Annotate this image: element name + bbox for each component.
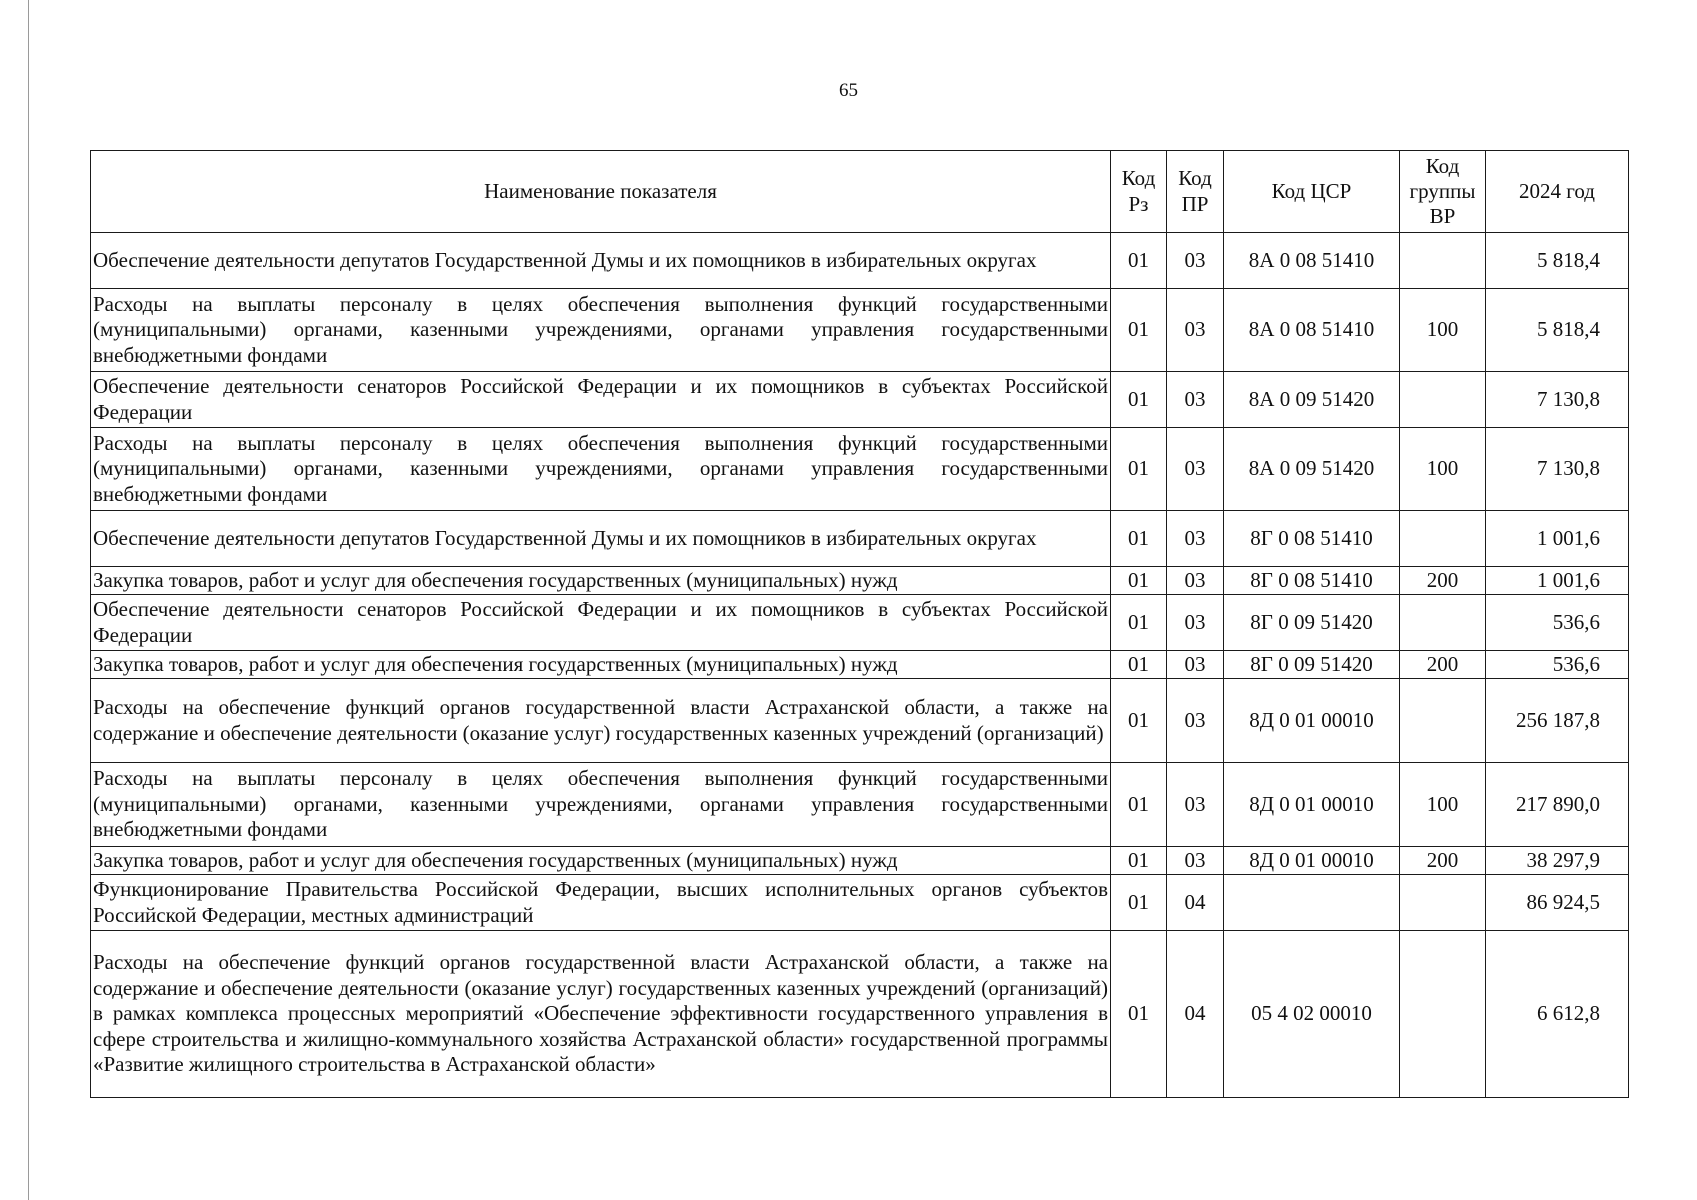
- row-name: Закупка товаров, работ и услуг для обеспечения государственных (муниципальных) нужд: [91, 567, 1111, 595]
- row-csr: 8Г 0 08 51410: [1224, 511, 1400, 567]
- row-vr: 100: [1400, 428, 1486, 511]
- budget-table: [90, 150, 1629, 1098]
- row-rz: 01: [1111, 595, 1167, 651]
- row-pr: 04: [1167, 875, 1224, 931]
- row-pr: 03: [1167, 428, 1224, 511]
- row-csr: 8Г 0 09 51420: [1224, 651, 1400, 679]
- row-amount: 38 297,9: [1486, 847, 1629, 875]
- row-pr: 03: [1167, 233, 1224, 289]
- row-name: Закупка товаров, работ и услуг для обеспечения государственных (муниципальных) нужд: [91, 847, 1111, 875]
- row-amount: 536,6: [1486, 651, 1629, 679]
- page-number: 65: [839, 80, 858, 101]
- row-pr: 03: [1167, 567, 1224, 595]
- table-header-row: [91, 151, 1629, 233]
- page-margin-line: [28, 0, 29, 1200]
- row-amount: 1 001,6: [1486, 567, 1629, 595]
- row-pr: 03: [1167, 679, 1224, 763]
- row-pr: 03: [1167, 847, 1224, 875]
- row-vr: 200: [1400, 847, 1486, 875]
- row-amount: 536,6: [1486, 595, 1629, 651]
- row-rz: 01: [1111, 847, 1167, 875]
- row-name: Расходы на обеспечение функций органов государственной власти Астраханской области, а также на содержание и обеспечение деятельности (оказание услуг) государственных казенных учреждений (организаций): [91, 679, 1111, 763]
- row-csr: 8Д 0 01 00010: [1224, 679, 1400, 763]
- row-amount: 7 130,8: [1486, 372, 1629, 428]
- table-row: [91, 289, 1629, 372]
- row-pr: 03: [1167, 372, 1224, 428]
- row-vr: 200: [1400, 651, 1486, 679]
- row-name: Обеспечение деятельности депутатов Государственной Думы и их помощников в избирательных округах: [91, 511, 1111, 567]
- header-name: Наименование показателя: [91, 151, 1111, 233]
- row-csr: 05 4 02 00010: [1224, 931, 1400, 1098]
- row-pr: 03: [1167, 289, 1224, 372]
- row-amount: 5 818,4: [1486, 233, 1629, 289]
- table-row: [91, 428, 1629, 511]
- row-pr: 03: [1167, 595, 1224, 651]
- header-vr: Код группы ВР: [1400, 151, 1486, 233]
- row-name: Обеспечение деятельности сенаторов Российской Федерации и их помощников в субъектах Российской Федерации: [91, 372, 1111, 428]
- table-row: [91, 847, 1629, 875]
- row-vr: [1400, 372, 1486, 428]
- row-name: Функционирование Правительства Российской Федерации, высших исполнительных органов субъектов Российской Федерации, местных администраций: [91, 875, 1111, 931]
- row-csr: 8Г 0 08 51410: [1224, 567, 1400, 595]
- row-name: Закупка товаров, работ и услуг для обеспечения государственных (муниципальных) нужд: [91, 651, 1111, 679]
- row-rz: 01: [1111, 679, 1167, 763]
- row-vr: [1400, 875, 1486, 931]
- row-rz: 01: [1111, 372, 1167, 428]
- row-amount: 217 890,0: [1486, 763, 1629, 847]
- row-csr: 8А 0 09 51420: [1224, 428, 1400, 511]
- row-name: Расходы на обеспечение функций органов государственной власти Астраханской области, а также на содержание и обеспечение деятельности (оказание услуг) государственных казенных учреждений (организаций) в рамках комплекса процессных мероприятий «Обеспечение эффективности государственного управления в сфере строительства и жилищно-коммунального хозяйства Астраханской области» государственной программы «Развитие жилищного строительства в Астраханской области»: [91, 931, 1111, 1098]
- row-amount: 256 187,8: [1486, 679, 1629, 763]
- row-rz: 01: [1111, 289, 1167, 372]
- row-vr: [1400, 679, 1486, 763]
- row-csr: 8А 0 09 51420: [1224, 372, 1400, 428]
- row-pr: 03: [1167, 651, 1224, 679]
- table-row: [91, 651, 1629, 679]
- table-row: [91, 875, 1629, 931]
- row-vr: [1400, 595, 1486, 651]
- table-row: [91, 233, 1629, 289]
- row-csr: 8А 0 08 51410: [1224, 233, 1400, 289]
- row-pr: 04: [1167, 931, 1224, 1098]
- row-rz: 01: [1111, 651, 1167, 679]
- row-name: Обеспечение деятельности сенаторов Российской Федерации и их помощников в субъектах Российской Федерации: [91, 595, 1111, 651]
- row-name: Расходы на выплаты персоналу в целях обеспечения выполнения функций государственными (муниципальными) органами, казенными учреждениями, органами управления государственными внебюджетными фондами: [91, 289, 1111, 372]
- table-row: [91, 679, 1629, 763]
- row-pr: 03: [1167, 763, 1224, 847]
- row-name: Расходы на выплаты персоналу в целях обеспечения выполнения функций государственными (муниципальными) органами, казенными учреждениями, органами управления государственными внебюджетными фондами: [91, 763, 1111, 847]
- row-csr: 8Д 0 01 00010: [1224, 763, 1400, 847]
- row-rz: 01: [1111, 233, 1167, 289]
- row-amount: 5 818,4: [1486, 289, 1629, 372]
- row-pr: 03: [1167, 511, 1224, 567]
- header-rz: Код Рз: [1111, 151, 1167, 233]
- row-amount: 1 001,6: [1486, 511, 1629, 567]
- row-csr: [1224, 875, 1400, 931]
- table-row: [91, 931, 1629, 1098]
- table-row: [91, 567, 1629, 595]
- row-rz: 01: [1111, 763, 1167, 847]
- row-csr: 8Г 0 09 51420: [1224, 595, 1400, 651]
- row-amount: 7 130,8: [1486, 428, 1629, 511]
- row-amount: 86 924,5: [1486, 875, 1629, 931]
- row-rz: 01: [1111, 875, 1167, 931]
- header-year: 2024 год: [1486, 151, 1629, 233]
- row-name: Расходы на выплаты персоналу в целях обеспечения выполнения функций государственными (муниципальными) органами, казенными учреждениями, органами управления государственными внебюджетными фондами: [91, 428, 1111, 511]
- row-name: Обеспечение деятельности депутатов Государственной Думы и их помощников в избирательных округах: [91, 233, 1111, 289]
- row-csr: 8А 0 08 51410: [1224, 289, 1400, 372]
- row-vr: [1400, 931, 1486, 1098]
- row-vr: [1400, 233, 1486, 289]
- row-vr: 100: [1400, 763, 1486, 847]
- row-vr: 100: [1400, 289, 1486, 372]
- table-row: [91, 763, 1629, 847]
- row-rz: 01: [1111, 567, 1167, 595]
- row-rz: 01: [1111, 428, 1167, 511]
- row-amount: 6 612,8: [1486, 931, 1629, 1098]
- table-row: [91, 595, 1629, 651]
- row-vr: 200: [1400, 567, 1486, 595]
- row-rz: 01: [1111, 511, 1167, 567]
- row-vr: [1400, 511, 1486, 567]
- table-row: [91, 511, 1629, 567]
- row-rz: 01: [1111, 931, 1167, 1098]
- header-csr: Код ЦСР: [1224, 151, 1400, 233]
- header-pr: Код ПР: [1167, 151, 1224, 233]
- row-csr: 8Д 0 01 00010: [1224, 847, 1400, 875]
- table-row: [91, 372, 1629, 428]
